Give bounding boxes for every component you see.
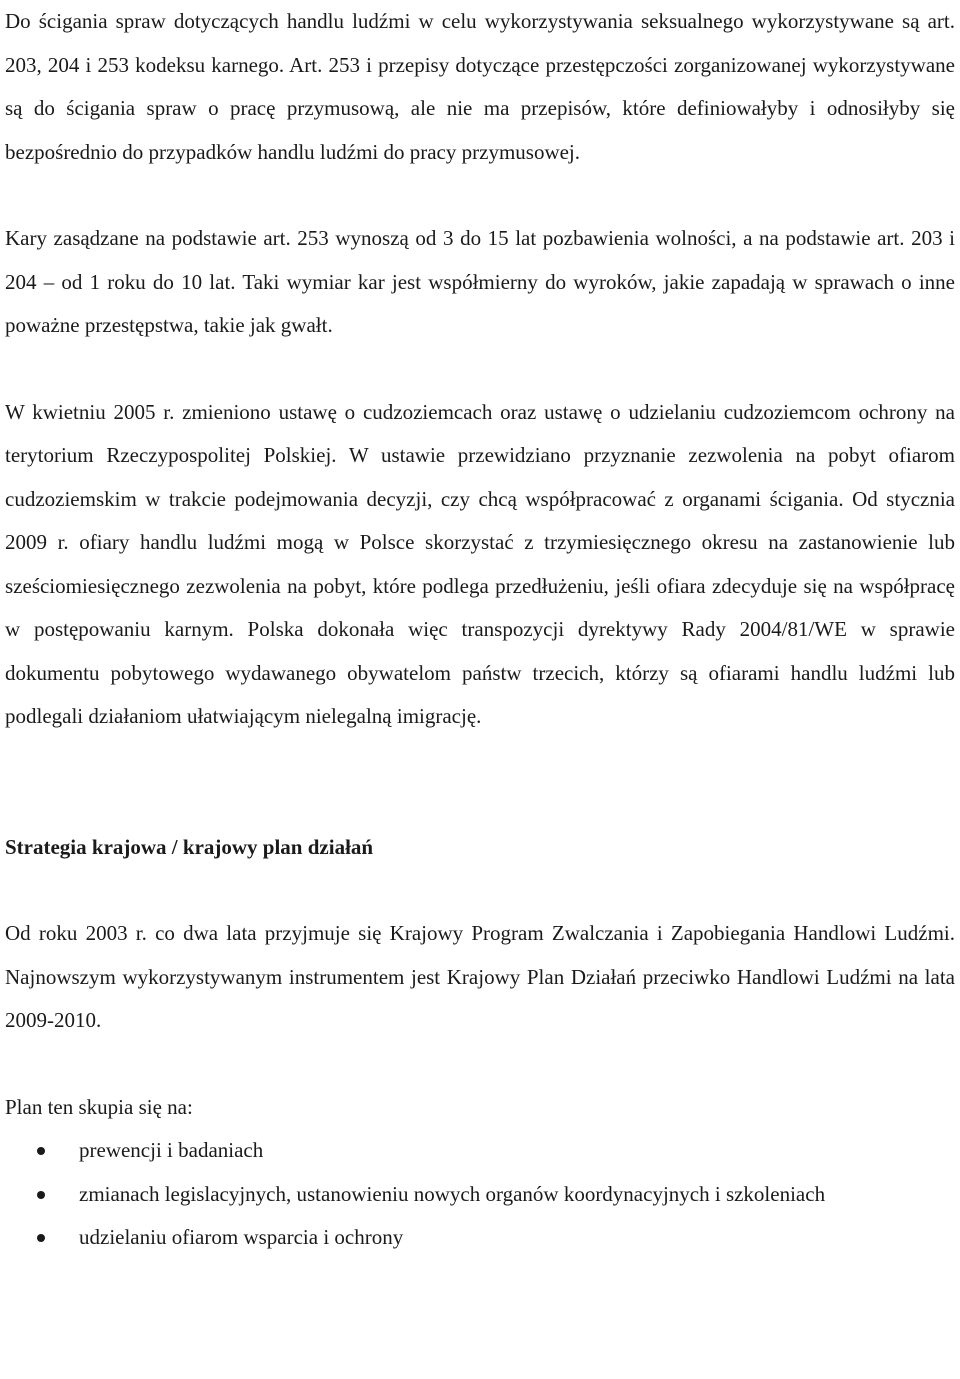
paragraph-foreigners-act: W kwietniu 2005 r. zmieniono ustawę o cudzoziemcach oraz ustawę o udzielaniu cudzoziemcom ochrony na terytorium Rzeczypospolitej Polskiej. W ustawie przewidziano przyznanie zezwolenia na pobyt ofiarom cudzoziemskim w trakcie podejmowania decyzji, czy chcą współpracować z organami ścigania. Od stycznia 2009 r. ofiary handlu ludźmi mogą w Polsce skorzystać z trzymiesięcznego okresu na zastanowienie lub sześciomiesięcznego zezwolenia na pobyt, które podlega przedłużeniu, jeśli ofiara zdecyduje się na współpracę w postępowaniu karnym. Polska dokonała więc transpozycji dyrektywy Rady 2004/81/WE w sprawie dokumentu pobytowego wydawanego obywatelom państw trzecich, którzy są ofiarami handlu ludźmi lub podlegali działaniom ułatwiającym nielegalną imigrację.	[5, 399, 955, 728]
bullet-icon	[37, 1234, 45, 1242]
list-item-text: prewencji i badaniach	[79, 1138, 264, 1162]
paragraph-trafficking-prosecution: Do ścigania spraw dotyczących handlu ludźmi w celu wykorzystywania seksualnego wykorzystywane są art. 203, 204 i 253 kodeksu karnego. Art. 253 i przepisy dotyczące przestępczości zorganizowanej wykorzystywane są do ścigania spraw o pracę przymusową, ale nie ma przepisów, które definiowałyby i odnosiłyby się bezpośrednio do przypadków handlu ludźmi do pracy przymusowej.	[5, 9, 955, 164]
plan-focus-list	[5, 1129, 955, 1260]
list-item-text: udzielaniu ofiarom wsparcia i ochrony	[79, 1225, 404, 1249]
list-item	[5, 1129, 955, 1173]
list-item	[5, 1216, 955, 1260]
list-intro: Plan ten skupia się na:	[5, 1094, 193, 1119]
bullet-icon	[37, 1191, 45, 1199]
paragraph-national-program: Od roku 2003 r. co dwa lata przyjmuje się Krajowy Program Zwalczania i Zapobiegania Handlowi Ludźmi. Najnowszym wykorzystywanym instrumentem jest Krajowy Plan Działań przeciwko Handlowi Ludźmi na lata 2009-2010.	[5, 921, 955, 1032]
list-item-text: zmianach legislacyjnych, ustanowieniu nowych organów koordynacyjnych i szkoleniach	[79, 1181, 826, 1206]
section-heading-national-strategy: Strategia krajowa / krajowy plan działań	[5, 834, 374, 859]
paragraph-penalties: Kary zasądzane na podstawie art. 253 wynoszą od 3 do 15 lat pozbawienia wolności, a na podstawie art. 203 i 204 – od 1 roku do 10 lat. Taki wymiar kar jest współmierny do wyroków, jakie zapadają w sprawach o inne poważne przestępstwa, takie jak gwałt.	[5, 226, 955, 337]
bullet-icon	[37, 1147, 45, 1155]
list-item	[5, 1173, 955, 1217]
document-page	[5, 0, 955, 1260]
